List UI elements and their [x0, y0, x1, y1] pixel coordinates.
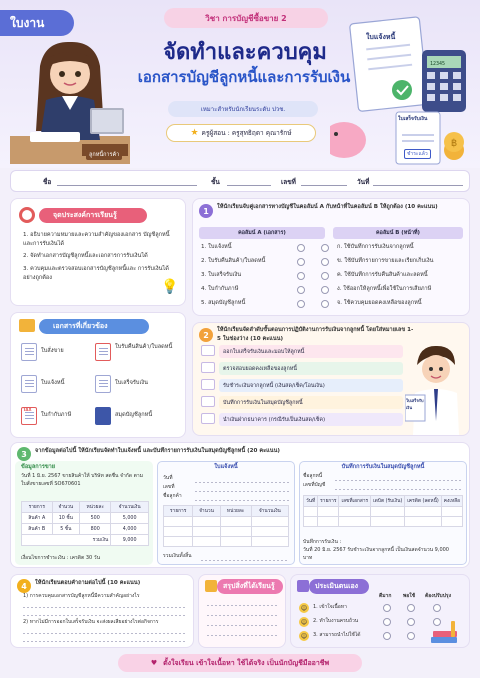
invoice-total-label: รวมเงินทั้งสิ้น: [163, 553, 192, 559]
invoice-table-header: จำนวน: [193, 506, 220, 517]
answer-line[interactable]: [23, 641, 187, 642]
date-field[interactable]: [373, 185, 463, 186]
summary-card: [198, 574, 286, 648]
class-field[interactable]: [227, 185, 271, 186]
doc-tax-invoice: ใบกำกับภาษี: [41, 412, 72, 418]
sales-table-cell: 10 ชิ้น: [52, 513, 80, 524]
match-dot-b[interactable]: [321, 300, 329, 308]
question-3-card: [10, 442, 470, 568]
invoice-cell[interactable]: [164, 517, 193, 527]
target-icon: [19, 207, 35, 223]
question-1-prompt: ให้นักเรียนจับคู่เอกสารทางบัญชีในคอลัมน์ A กับหน้าที่ในคอลัมน์ B ให้ถูกต้อง (10 คะแนน): [217, 204, 438, 210]
books-pencil-icon: [431, 625, 461, 645]
sales-table-row: [22, 513, 149, 524]
ledger-cell[interactable]: [318, 507, 339, 517]
step-item: รับชำระเงินจากลูกหนี้ (เงินสด/เช็ค/โอนเงิน): [219, 379, 403, 392]
star-icon: ★: [190, 128, 199, 138]
customer-sign: ลูกหนี้การค้า: [86, 150, 122, 160]
name-field[interactable]: [57, 185, 197, 186]
column-a-item: 2. ใบรับคืนสินค้า/ใบลดหนี้: [201, 258, 266, 264]
ledger-cell[interactable]: [405, 507, 441, 517]
ledger-form-title: บันทึกการรับเงินในสมุดบัญชีลูกหนี้: [341, 464, 425, 470]
ledger-cell[interactable]: [304, 507, 318, 517]
tax-invoice-icon: [21, 407, 37, 425]
ledger-field-label: เลขที่บัญชี: [303, 482, 326, 488]
sales-data-text: วันที่ 1 มิ.ย. 2567 ขายสินค้าให้ บริษัท สดชื่น จำกัด ตามใบสั่งขายเลขที่ SO670601: [21, 473, 143, 487]
ledger-cell[interactable]: [318, 517, 339, 527]
tax-icon-label: TAX: [23, 407, 32, 412]
match-dot-b[interactable]: [321, 244, 329, 252]
svg-text:฿: ฿: [450, 138, 458, 149]
invoice-table-header: รายการ: [164, 506, 193, 517]
sales-table: [21, 501, 149, 546]
sales-table-header: จำนวนเงิน: [111, 502, 149, 513]
doc-ledger: สมุดบัญชีลูกหนี้: [115, 412, 153, 418]
student-boy-illustration: [405, 343, 467, 435]
objective-1: 1. อธิบายความหมายและความสำคัญของเอกสาร บัญชีลูกหนี้และการรับเงินได้: [23, 232, 170, 247]
invoice-cell[interactable]: [251, 537, 288, 547]
student-girl-illustration: [10, 36, 130, 164]
assessment-checkbox[interactable]: [383, 618, 391, 626]
sales-table-cell: 800: [80, 524, 111, 535]
summary-line[interactable]: [207, 615, 279, 616]
sales-order-icon: [21, 343, 37, 361]
paid-stamp: ชำระแล้ว: [404, 149, 431, 159]
worksheet-tag: ใบงาน: [0, 10, 74, 36]
sales-table-cell: สินค้า B: [22, 524, 53, 535]
invoice-cell[interactable]: [251, 527, 288, 537]
assessment-item: 1. เข้าใจเนื้อหา: [313, 604, 347, 610]
step-item: ออกใบเสร็จรับเงินและมอบให้ลูกหนี้: [219, 345, 403, 358]
teacher-name: ครูผู้สอน : ครูสุทธิฤดา คุณารักษ์: [201, 129, 292, 137]
ledger-cell[interactable]: [371, 517, 405, 527]
sales-table-header: จำนวน: [52, 502, 80, 513]
ledger-cell[interactable]: [441, 517, 462, 527]
assessment-checkbox[interactable]: [433, 604, 441, 612]
step-number-box[interactable]: [201, 379, 215, 390]
footer-slogan: [118, 654, 362, 672]
invoice-illustration: [330, 10, 474, 170]
ledger-note-title: บันทึกการรับเงิน :: [303, 539, 342, 545]
lightbulb-icon: 💡: [161, 279, 179, 295]
receipt-icon: [95, 375, 111, 393]
assessment-item: 3. สามารถนำไปใช้ได้: [313, 632, 361, 638]
ledger-cell[interactable]: [339, 507, 371, 517]
credit-note-icon: [95, 343, 111, 361]
assessment-title: ประเมินตนเอง: [309, 579, 369, 594]
invoice-cell[interactable]: [193, 517, 220, 527]
assessment-checkbox[interactable]: [383, 604, 391, 612]
step-number-box[interactable]: [201, 396, 215, 407]
question-2-card: [192, 322, 470, 436]
summary-title: สรุปสิ่งที่ได้เรียนรู้: [217, 579, 283, 594]
receipt-art-label: ใบเสร็จรับเงิน: [398, 116, 428, 122]
sales-table-header: รายการ: [22, 502, 53, 513]
sales-table-cell: 4,000: [111, 524, 149, 535]
match-dot-a[interactable]: [297, 286, 305, 294]
step-number-box[interactable]: [201, 413, 215, 424]
ledger-table-header: คงเหลือ: [441, 496, 462, 507]
invoice-cell[interactable]: [193, 537, 220, 547]
assessment-checkbox[interactable]: [407, 618, 415, 626]
question-1-number: 1: [199, 204, 213, 218]
column-b-item: ง. ใช้ออกให้ลูกหนี้เพื่อใช้ในการเสียภาษี: [337, 286, 432, 292]
step-item: บันทึกการรับเงินในสมุดบัญชีลูกหนี้: [219, 396, 403, 409]
ledger-table-header: เครดิต (ลดหนี้): [405, 496, 441, 507]
column-a-item: 4. ใบกำกับภาษี: [201, 286, 239, 292]
invoice-cell[interactable]: [251, 517, 288, 527]
footer-text: ตั้งใจเรียน เข้าใจเนื้อหา ใช้ได้จริง เป็นนักบัญชีมืออาชีพ: [163, 658, 330, 667]
self-assessment-card: [290, 574, 470, 648]
invoice-cell[interactable]: [220, 527, 251, 537]
level-pill: เหมาะสำหรับนักเรียนระดับ ปวช.: [168, 101, 318, 117]
column-a-header: คอลัมน์ A (เอกสาร): [199, 227, 325, 239]
invoice-field-input[interactable]: [195, 500, 289, 501]
sales-total-label: รวมเงิน: [22, 535, 111, 546]
invoice-cell[interactable]: [220, 537, 251, 547]
sales-table-cell: 500: [80, 513, 111, 524]
subject-pill: วิชา การบัญชีซื้อขาย 2: [164, 8, 328, 28]
invoice-field-input[interactable]: [195, 491, 289, 492]
level-improve: ต้องปรับปรุง: [425, 593, 452, 599]
sales-table-row: [22, 524, 149, 535]
answer-line[interactable]: [23, 615, 187, 616]
objectives-title: จุดประสงค์การเรียนรู้: [39, 208, 147, 223]
step-number-box[interactable]: [201, 345, 215, 356]
column-a-item: 1. ใบแจ้งหนี้: [201, 244, 232, 250]
boy-receipt-label: ใบเสร็จรับเงิน: [406, 398, 424, 410]
column-a-item: 3. ใบเสร็จรับเงิน: [201, 272, 242, 278]
column-b-item: ข. ใช้บันทึกรายการขายและเรียกเก็บเงิน: [337, 258, 434, 264]
page-title: จัดทำและควบคุม: [163, 40, 327, 65]
ledger-field-input[interactable]: [335, 480, 461, 481]
heart-icon: ♥: [150, 659, 158, 667]
invoice-table-header: จำนวนเงิน: [251, 506, 288, 517]
class-label: ชั้น: [211, 178, 220, 186]
question-4-card: [10, 574, 194, 648]
column-b-header: คอลัมน์ B (หน้าที่): [333, 227, 463, 239]
number-label: เลขที่: [281, 178, 296, 186]
ledger-table-header: เดบิต (รับเงิน): [371, 496, 405, 507]
doc-credit-note: ใบรับคืนสินค้า/ใบลดหนี้: [115, 344, 173, 350]
invoice-cell[interactable]: [193, 527, 220, 537]
invoice-table-header: หน่วยละ: [220, 506, 251, 517]
match-dot-a[interactable]: [297, 258, 305, 266]
answer-line[interactable]: [23, 607, 187, 608]
chart-icon: [297, 580, 309, 592]
smiley-icon: ☺: [300, 618, 308, 626]
sales-table-cell: สินค้า A: [22, 513, 53, 524]
ledger-cell[interactable]: [304, 517, 318, 527]
ledger-table-header: วันที่: [304, 496, 318, 507]
folder-icon: [19, 319, 35, 332]
invoice-field-input[interactable]: [195, 482, 289, 483]
teacher-pill: [166, 124, 316, 142]
smiley-icon: ☺: [300, 604, 308, 612]
ledger-cell[interactable]: [371, 507, 405, 517]
question-4-number: 4: [17, 579, 31, 593]
ledger-cell[interactable]: [339, 517, 371, 527]
summary-line[interactable]: [207, 635, 279, 636]
summary-line[interactable]: [207, 625, 279, 626]
ledger-note: วันที่ 20 มิ.ย. 2567 รับชำระเงินจากลูกหนี้ เป็นเงินสดจำนวน 9,000 บาท: [303, 547, 449, 561]
question-4-prompt: ให้นักเรียนตอบคำถามต่อไปนี้ (10 คะแนน): [35, 580, 141, 586]
invoice-field-label: ชื่อลูกค้า: [163, 493, 182, 499]
step-number-box[interactable]: [201, 362, 215, 373]
note-icon: [205, 580, 217, 592]
ledger-table-header: รายการ: [318, 496, 339, 507]
doc-receipt: ใบเสร็จรับเงิน: [115, 380, 148, 386]
objectives-card: [10, 198, 186, 306]
level-fair: พอใช้: [403, 593, 416, 599]
summary-line[interactable]: [207, 605, 279, 606]
column-b-item: ค. ใช้บันทึกการรับคืนสินค้าและลดหนี้: [337, 272, 428, 278]
question-2-number: 2: [199, 328, 213, 342]
assessment-checkbox[interactable]: [383, 632, 391, 640]
date-label: วันที่: [357, 178, 370, 186]
objective-2: 2. จัดทำเอกสารบัญชีลูกหนี้และเอกสารการรับเงินได้: [23, 253, 148, 259]
sales-data-title: ข้อมูลการขาย: [21, 464, 56, 470]
match-dot-a[interactable]: [297, 272, 305, 280]
match-dot-b[interactable]: [321, 286, 329, 294]
assessment-checkbox[interactable]: [407, 632, 415, 640]
invoice-field-label: วันที่: [163, 475, 173, 481]
invoice-field-label: เลขที่: [163, 484, 175, 490]
student-info-row: [10, 170, 470, 192]
ledger-field-input[interactable]: [335, 489, 461, 490]
payment-terms: เงื่อนไขการชำระเงิน : เครดิต 30 วัน: [21, 555, 101, 561]
assessment-checkbox[interactable]: [407, 604, 415, 612]
ledger-field-label: ชื่อลูกหนี้: [303, 473, 323, 479]
step-item: ตรวจสอบยอดคงเหลือของลูกหนี้: [219, 362, 403, 375]
invoice-table: [163, 505, 289, 547]
doc-sales-order: ใบสั่งขาย: [41, 348, 64, 354]
smiley-icon: ☺: [300, 632, 308, 640]
number-field[interactable]: [301, 185, 347, 186]
match-dot-b[interactable]: [321, 258, 329, 266]
ledger-table-header: เลขที่เอกสาร: [339, 496, 371, 507]
ledger-cell[interactable]: [405, 517, 441, 527]
match-dot-a[interactable]: [297, 244, 305, 252]
step-item: นำเงินฝากธนาคาร (กรณีรับเป็นเงินสด/เช็ค): [219, 413, 403, 426]
invoice-form-title: ใบแจ้งหนี้: [214, 464, 238, 470]
column-b-item: ก. ใช้บันทึกการรับเงินจากลูกหนี้: [337, 244, 414, 250]
answer-line[interactable]: [23, 633, 187, 634]
match-dot-b[interactable]: [321, 272, 329, 280]
invoice-icon: [21, 375, 37, 393]
sales-total-value: 9,000: [111, 535, 149, 546]
page-subtitle: เอกสารบัญชีลูกหนี้และการรับเงิน: [137, 68, 351, 86]
sales-table-header: หน่วยละ: [80, 502, 111, 513]
level-excellent: ดีมาก: [379, 593, 392, 599]
doc-invoice: ใบแจ้งหนี้: [41, 380, 65, 386]
assessment-item: 2. ทำใบงานครบถ้วน: [313, 618, 359, 624]
column-a-item: 5. สมุดบัญชีลูกหนี้: [201, 300, 246, 306]
question-2-prompt: ให้นักเรียนจัดลำดับขั้นตอนการปฏิบัติงานการรับเงินจากลูกหนี้ โดยใส่หมายเลข 1-5 ในช่องว่าง (10 คะแนน): [217, 327, 414, 342]
ledger-cell[interactable]: [441, 507, 462, 517]
question-3-prompt: จากข้อมูลต่อไปนี้ ให้นักเรียนจัดทำใบแจ้งหนี้ และบันทึกรายการรับเงินในสมุดบัญชีลูกหนี้ (20 คะแนน): [35, 448, 280, 454]
invoice-total-field[interactable]: [201, 560, 287, 561]
invoice-cell[interactable]: [164, 527, 193, 537]
question-1-card: [192, 198, 470, 316]
ledger-table: [303, 495, 463, 527]
column-b-item: จ. ใช้ควบคุมยอดคงเหลือของลูกหนี้: [337, 300, 422, 306]
question-4-1: 1) การควบคุมเอกสารบัญชีลูกหนี้มีความสำคัญอย่างไร: [23, 593, 140, 599]
sales-table-cell: 5 ชิ้น: [52, 524, 80, 535]
ledger-book-icon: [95, 407, 111, 425]
question-4-2: 2) หากไม่มีการออกใบเสร็จรับเงิน จะส่งผลเสียอย่างไรต่อกิจการ: [23, 619, 159, 625]
calculator-display: 12345: [430, 61, 446, 67]
invoice-cell[interactable]: [220, 517, 251, 527]
objective-3: 3. ควบคุมและตรวจสอบเอกสารบัญชีลูกหนี้และ การรับเงินได้อย่างถูกต้อง: [23, 266, 169, 281]
documents-title: เอกสารที่เกี่ยวข้อง: [39, 319, 149, 334]
match-dot-a[interactable]: [297, 300, 305, 308]
name-label: ชื่อ: [43, 178, 52, 186]
invoice-cell[interactable]: [164, 537, 193, 547]
documents-card: [10, 312, 186, 438]
sales-table-cell: 5,000: [111, 513, 149, 524]
invoice-art-label: ใบแจ้งหนี้: [366, 33, 396, 41]
question-3-number: 3: [17, 447, 31, 461]
